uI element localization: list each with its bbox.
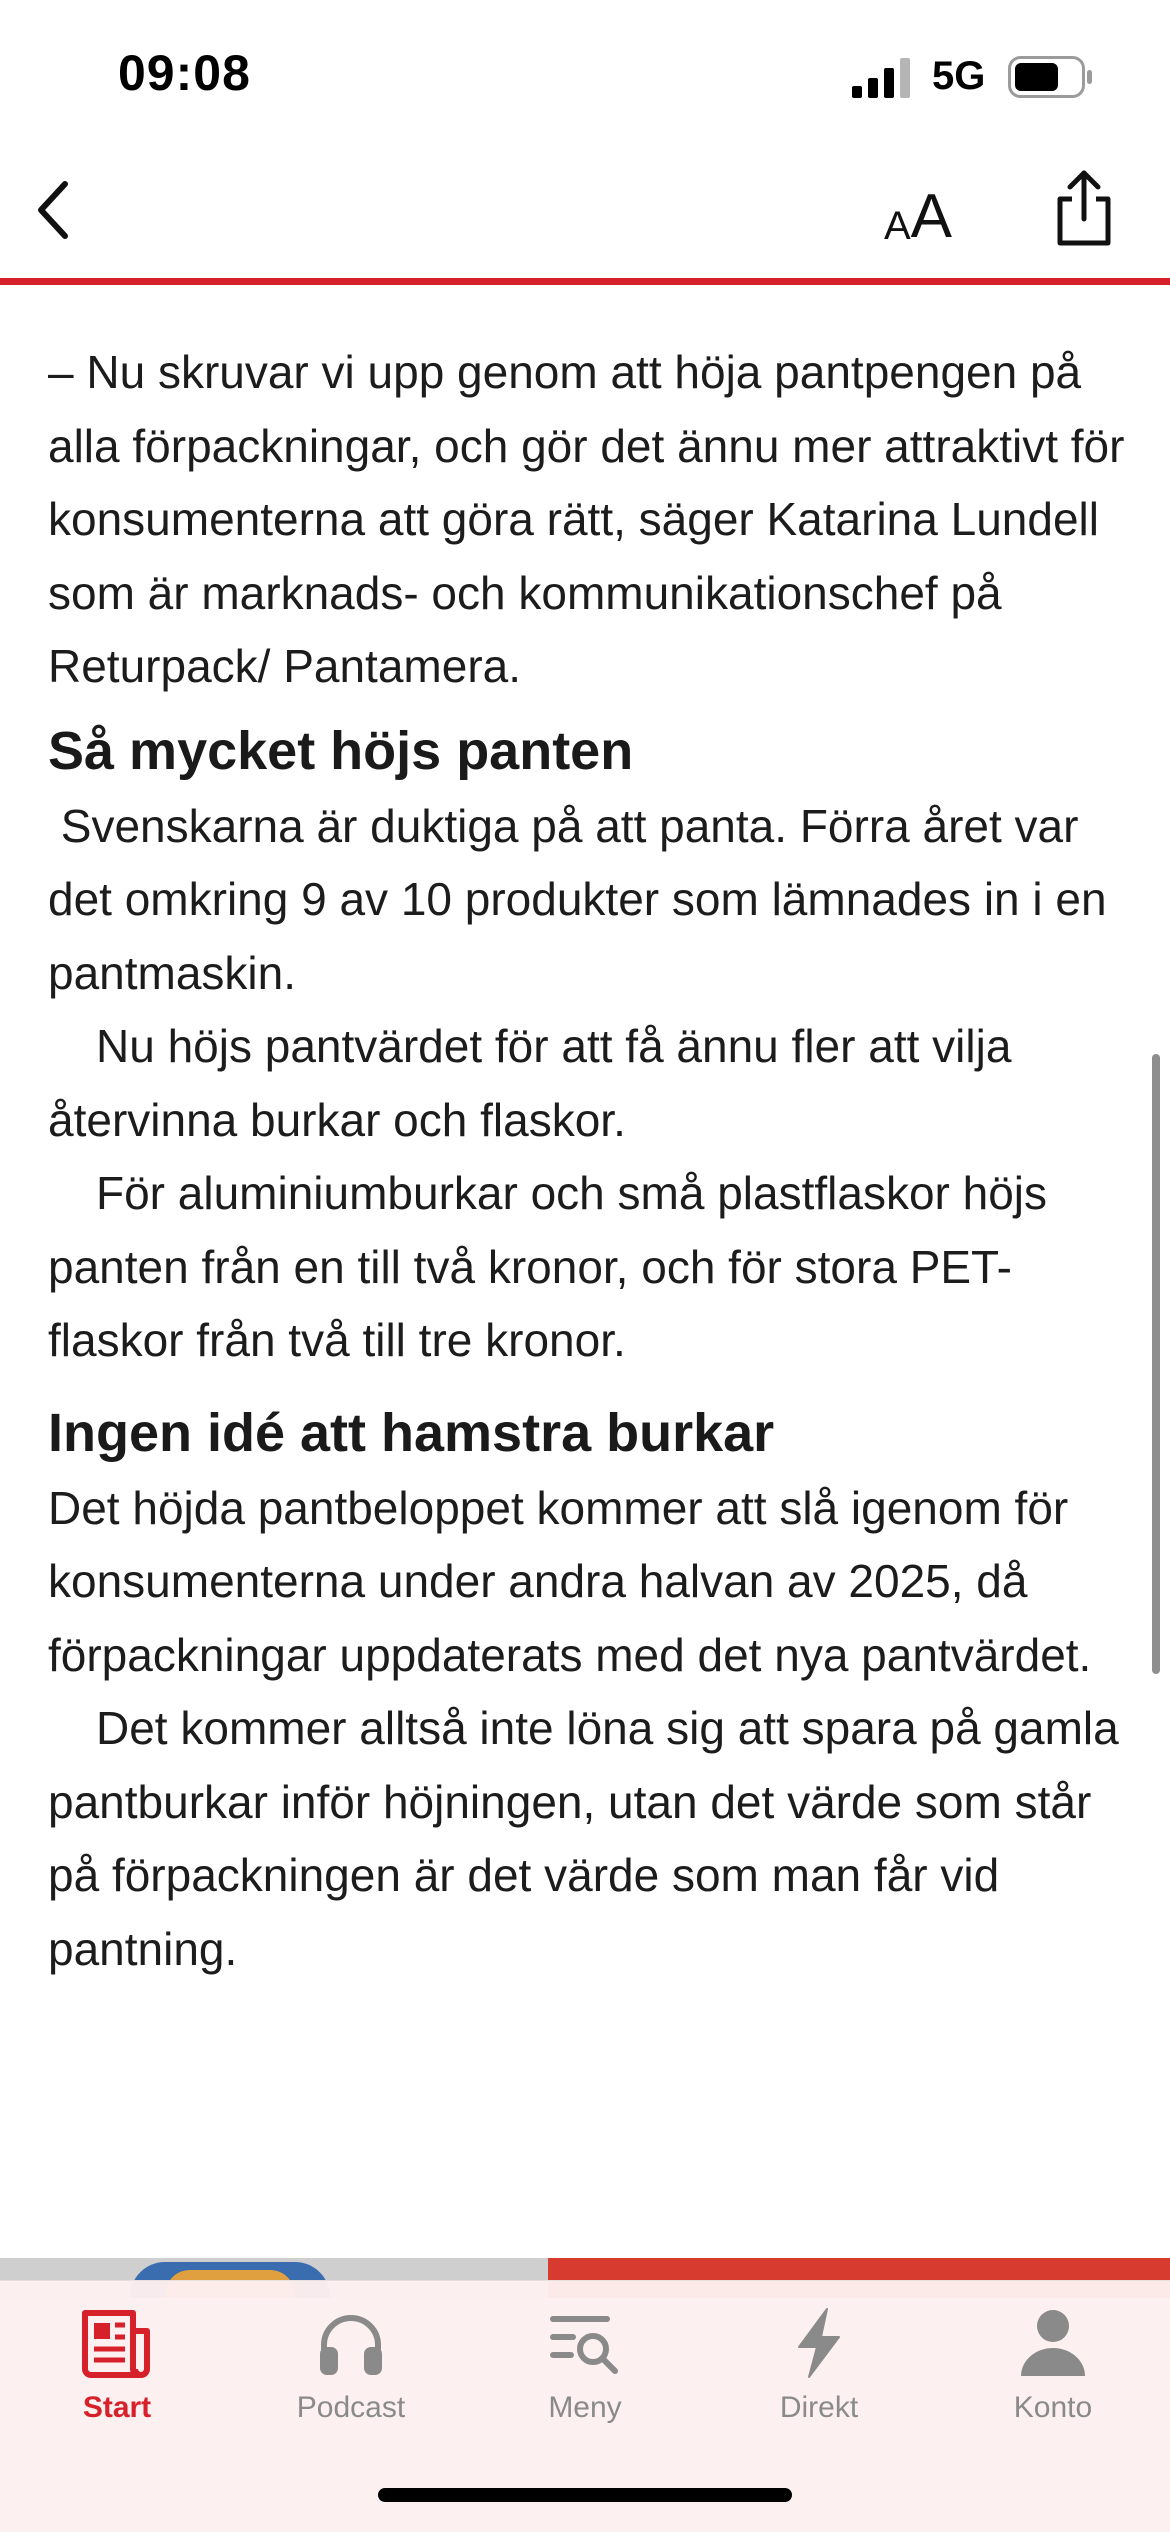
- article-paragraph: Det kommer alltså inte löna sig att spara på gamla pantburkar inför höjningen, utan det värde som står på förpackningen är det värde som man får vid pantning.: [48, 1702, 1119, 1975]
- status-bar: [0, 0, 1170, 150]
- article-paragraph: Svenskarna är duktiga på att panta. Förra året var det omkring 9 av 10 produkter som lämnades in i en pantmaskin.: [48, 799, 1120, 999]
- battery-icon: [1008, 56, 1094, 98]
- menu-search-icon: [545, 2303, 625, 2383]
- tab-label: Konto: [1013, 2391, 1093, 2424]
- home-indicator[interactable]: [378, 2488, 792, 2502]
- text-size-button[interactable]: [868, 172, 968, 252]
- intro-paragraph: – Nu skruvar vi upp genom att höja pantpengen på alla förpackningar, och gör det ännu mer attraktivt för konsumenterna att göra rätt, säger Katarina Lundell som är marknads- och kommunikationschef på Returpack/ Pantamera.: [48, 346, 1125, 692]
- lightning-icon: [779, 2303, 859, 2383]
- text-size-large-glyph: A: [910, 182, 953, 251]
- article-paragraph: Det höjda pantbeloppet kommer att slå igenom för konsumenterna under andra halvan av 2025, då förpackningar uppdaterats med det nya pantvärdet.: [48, 1481, 1092, 1681]
- headphones-icon: [311, 2303, 391, 2383]
- article-body: [48, 336, 1128, 1986]
- tab-label: Meny: [548, 2391, 622, 2424]
- tab-label: Podcast: [296, 2391, 406, 2424]
- section-heading: Så mycket höjs panten: [48, 720, 634, 781]
- tab-label: Direkt: [779, 2391, 859, 2424]
- scroll-indicator[interactable]: [1152, 1054, 1160, 1674]
- text-size-small-glyph: A: [883, 204, 911, 248]
- article-paragraph: Nu höjs pantvärdet för att få ännu fler att vilja återvinna burkar och flaskor.: [48, 1020, 1012, 1146]
- section-heading: Ingen idé att hamstra burkar: [48, 1402, 775, 1463]
- person-icon: [1013, 2303, 1093, 2383]
- tab-meny[interactable]: [468, 2303, 702, 2443]
- status-time: 09:08: [118, 45, 251, 101]
- cellular-signal-icon: [852, 58, 914, 98]
- network-type-label: 5G: [932, 54, 986, 98]
- tab-konto[interactable]: [936, 2303, 1170, 2443]
- tab-label: Start: [82, 2391, 152, 2424]
- share-icon: [1052, 169, 1116, 249]
- tab-start[interactable]: [0, 2303, 234, 2443]
- tab-direkt[interactable]: [702, 2303, 936, 2443]
- article-nav-bar: [0, 150, 1170, 285]
- share-button[interactable]: [1044, 164, 1124, 254]
- back-button[interactable]: [18, 170, 88, 250]
- newspaper-icon: [77, 2303, 157, 2383]
- tab-podcast[interactable]: [234, 2303, 468, 2443]
- chevron-left-icon: [33, 178, 73, 242]
- article-paragraph: För aluminiumburkar och små plastflaskor höjs panten från en till två kronor, och för stora PET-flaskor från två till tre kronor.: [48, 1167, 1048, 1366]
